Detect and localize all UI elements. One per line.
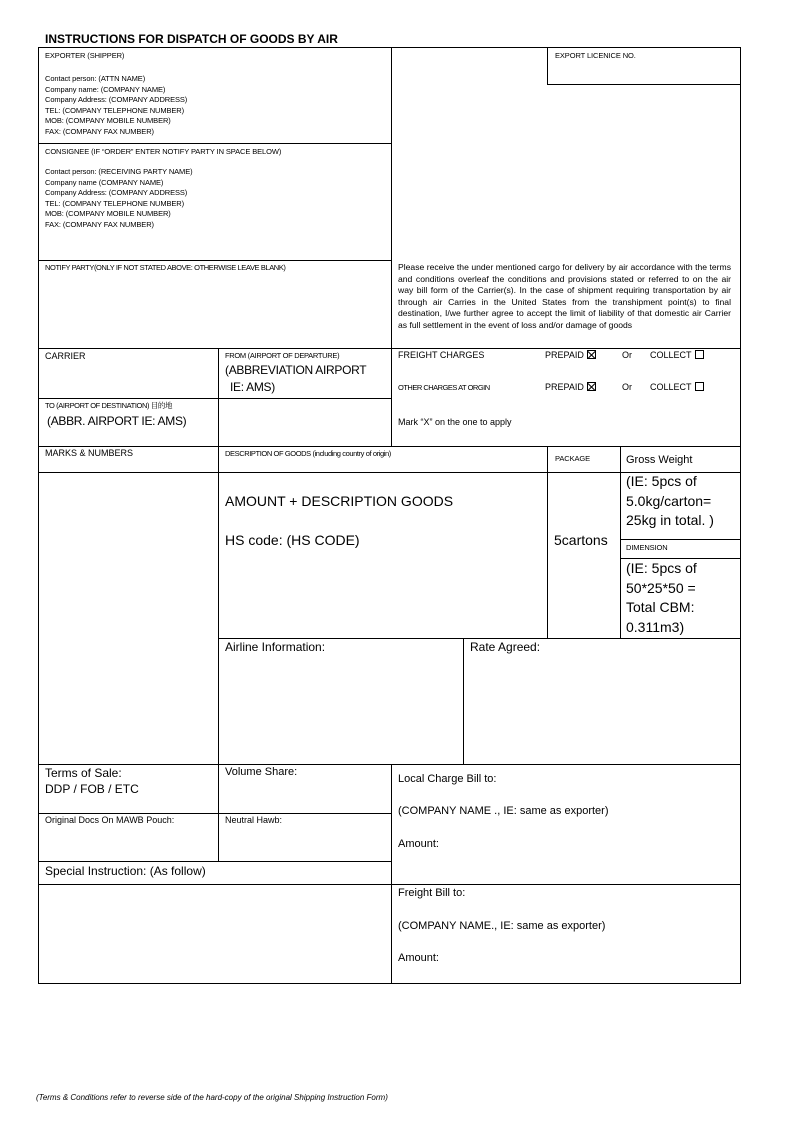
freight-bill-amount-label: Amount: (398, 952, 439, 964)
consignee-mob[interactable]: MOB: (COMPANY MOBILE NUMBER) (45, 209, 171, 218)
local-charge-label: Local Charge Bill to: (398, 773, 497, 785)
freight-bill-label: Freight Bill to: (398, 887, 466, 899)
notify-party-label: NOTIFY PARTY(ONLY IF NOT STATED ABOVE: OTHERWISE LEAVE BLANK) (45, 263, 286, 272)
exporter-contact[interactable]: Contact person: (ATTN NAME) (45, 74, 146, 83)
terms-of-sale-label: Terms of Sale: (45, 766, 122, 780)
export-licence-label: EXPORT LICENICE NO. (555, 51, 636, 60)
other-prepaid-label: PREPAID (545, 382, 584, 392)
gross-weight-line3[interactable]: 25kg in total. ) (626, 512, 714, 528)
to-label: TO (AIRPORT OF DESTINATION) 目的地 (45, 401, 173, 410)
exporter-tel[interactable]: TEL: (COMPANY TELEPHONE NUMBER) (45, 105, 185, 115)
dimension-line4[interactable]: 0.311m3) (626, 619, 685, 635)
package-label: PACKAGE (555, 454, 591, 463)
exporter-company[interactable]: Company name: (COMPANY NAME) (45, 84, 166, 94)
carrier-label: CARRIER (45, 351, 86, 361)
local-charge-amount-label: Amount: (398, 838, 439, 850)
consignee-label: CONSIGNEE (IF “ORDER” ENTER NOTIFY PARTY IN SPACE BELOW) (45, 147, 282, 156)
original-docs-label: Original Docs On MAWB Pouch: (45, 815, 175, 825)
consignee-tel[interactable]: TEL: (COMPANY TELEPHONE NUMBER) (45, 198, 185, 208)
description-label: DESCRIPTION OF GOODS (including country of origin) (225, 449, 391, 458)
other-collect-label: COLLECT (650, 382, 692, 392)
special-instruction-label: Special Instruction: (As follow) (45, 864, 206, 878)
mark-instruction: Mark “X” on the one to apply (398, 417, 512, 427)
other-prepaid-checkbox[interactable] (587, 382, 596, 391)
exporter-label: EXPORTER (SHIPPER) (45, 51, 125, 60)
freight-bill-company[interactable]: (COMPANY NAME., IE: same as exporter) (398, 920, 606, 932)
terms-of-sale-value[interactable]: DDP / FOB / ETC (45, 782, 139, 796)
neutral-hawb-label: Neutral Hawb: (225, 815, 283, 825)
form-title: INSTRUCTIONS FOR DISPATCH OF GOODS BY AIR (45, 32, 338, 46)
exporter-fax[interactable]: FAX: (COMPANY FAX NUMBER) (45, 126, 154, 136)
exporter-address[interactable]: Company Address: (COMPANY ADDRESS) (45, 95, 188, 104)
other-charges-label: OTHER CHARGES AT ORGIN (398, 383, 490, 392)
carrier-statement: Please receive the under mentioned cargo for delivery by air accordance with the terms and conditions overleaf the conditions and provisions stated or referred to on the air way bill form of the Carrier(s). In the case of shipment requiring transportation by air through air Carries in the United States from the transhipment point(s) to final destination, I/we further agree to accept the limit of liability of that domestic air Carrier as full settlement in the event of loss and/or damage of goods (398, 262, 731, 330)
freight-charges-label: FREIGHT CHARGES (398, 350, 485, 360)
volume-share-label: Volume Share: (225, 766, 298, 778)
gross-weight-line2[interactable]: 5.0kg/carton= (626, 493, 712, 509)
freight-collect-label: COLLECT (650, 350, 692, 360)
marks-numbers-label: MARKS & NUMBERS (45, 448, 134, 458)
from-label: FROM (AIRPORT OF DEPARTURE) (225, 351, 340, 360)
exporter-mob[interactable]: MOB: (COMPANY MOBILE NUMBER) (45, 116, 171, 125)
freight-prepaid-checkbox[interactable] (587, 350, 596, 359)
to-value[interactable]: (ABBR. AIRPORT IE: AMS) (47, 414, 187, 428)
consignee-company[interactable]: Company name (COMPANY NAME) (45, 177, 164, 187)
freight-collect-checkbox[interactable] (695, 350, 704, 359)
consignee-address[interactable]: Company Address: (COMPANY ADDRESS) (45, 188, 188, 197)
other-or-label: Or (622, 382, 632, 392)
gross-weight-label: Gross Weight (626, 454, 693, 466)
goods-description[interactable]: AMOUNT + DESCRIPTION GOODS (225, 493, 454, 509)
other-collect-checkbox[interactable] (695, 382, 704, 391)
package-value[interactable]: 5cartons (554, 532, 608, 548)
consignee-fax[interactable]: FAX: (COMPANY FAX NUMBER) (45, 219, 154, 229)
dimension-line1[interactable]: (IE: 5pcs of (626, 560, 697, 576)
freight-prepaid-label: PREPAID (545, 350, 584, 360)
from-value-line2[interactable]: IE: AMS) (230, 380, 275, 394)
freight-or-label: Or (622, 350, 632, 360)
airline-info-label: Airline Information: (225, 640, 326, 654)
gross-weight-line1[interactable]: (IE: 5pcs of (626, 473, 697, 489)
dimension-line3[interactable]: Total CBM: (626, 599, 695, 615)
local-charge-company[interactable]: (COMPANY NAME ., IE: same as exporter) (398, 805, 609, 817)
dimension-label: DIMENSION (626, 543, 668, 552)
dimension-line2[interactable]: 50*25*50 = (626, 580, 696, 596)
rate-agreed-label: Rate Agreed: (470, 640, 541, 654)
from-value-line1[interactable]: (ABBREVIATION AIRPORT (225, 363, 367, 377)
hs-code[interactable]: HS code: (HS CODE) (225, 532, 360, 548)
footer-note: (Terms & Conditions refer to reverse side of the hard-copy of the original Shipping Instruction Form) (36, 1093, 388, 1102)
consignee-contact[interactable]: Contact person: (RECEIVING PARTY NAME) (45, 167, 193, 176)
